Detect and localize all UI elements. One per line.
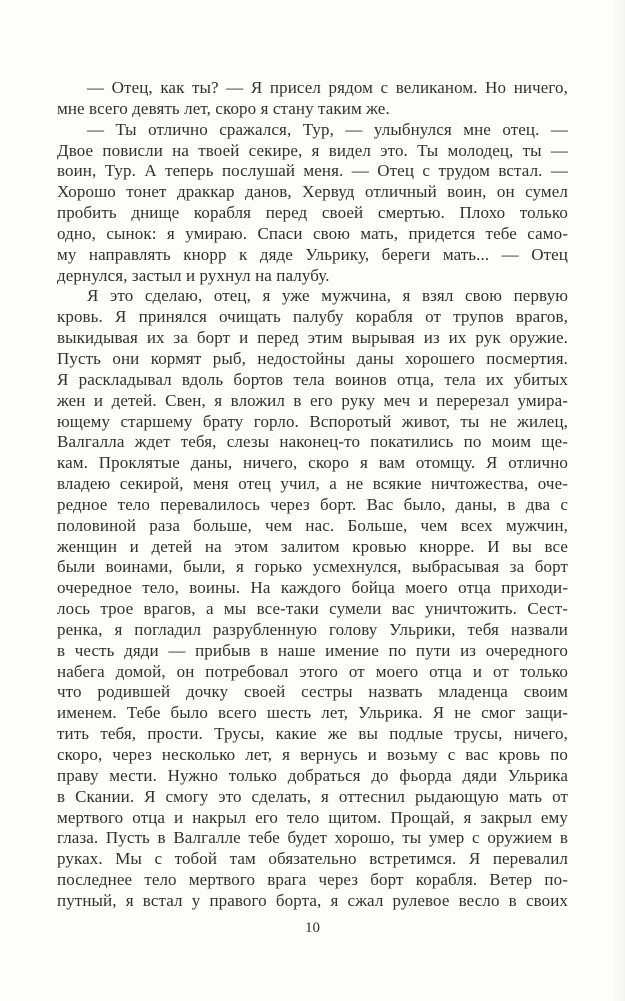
text-line: очередное тело, воины. На каждого бойца моего отца приходи- xyxy=(57,578,568,598)
text-line: одно, сынок: я умираю. Спаси свою мать, придется тебе само- xyxy=(57,223,568,243)
text-line: именем. Тебе было всего шесть лет, Ульрика. Я не смог защи- xyxy=(57,703,568,723)
text-line: му направлять кнорр к дяде Ульрику, береги мать... — Отец xyxy=(57,244,568,264)
text-line: ющему старшему брату горло. Вспоротый живот, ты не жилец, xyxy=(57,411,568,431)
text-line: были воинами, были, я горько усмехнулся, выбрасывая за борт xyxy=(57,557,568,577)
text-line: редное тело перевалилось через борт. Вас было, даны, в два с xyxy=(57,494,568,514)
text-line: — Ты отлично сражался, Тур, — улыбнулся мне отец. — xyxy=(87,119,568,139)
text-line: тить тебя, прости. Трусы, какие же вы подлые трусы, ничего, xyxy=(57,724,568,744)
text-line: половиной раза больше, чем нас. Больше, чем всех мужчин, xyxy=(57,515,568,535)
text-line: мне всего девять лет, скоро я стану таким же. xyxy=(57,98,390,118)
page-number: 10 xyxy=(305,919,320,936)
text-line: глаза. Пусть в Валгалле тебе будет хорошо, ты умер с оружием в xyxy=(57,828,568,848)
text-line: путный, я встал у правого борта, я сжал рулевое весло в своих xyxy=(57,890,568,910)
page-text xyxy=(57,78,568,912)
text-line: мертвого отца и накрыл его тело щитом. Прощай, я закрыл ему xyxy=(57,807,568,827)
text-line: скоро, через несколько лет, я вернусь и возьму с вас кровь по xyxy=(57,745,568,764)
text-line: Валгалла ждет тебя, слезы наконец-то покатились по моим ще- xyxy=(57,432,568,452)
text-line: воин, Тур. А теперь послушай меня. — Отец с трудом встал. — xyxy=(57,161,568,181)
text-line: Я раскладывал вдоль бортов тела воинов отца, тела их убитых xyxy=(57,369,568,389)
text-line: праву мести. Нужно только добраться до фьорда дяди Ульрика xyxy=(57,765,568,785)
text-line: ренка, я погладил разрубленную голову Ульрики, тебя назвали xyxy=(57,619,568,639)
paragraph xyxy=(57,78,568,120)
text-line: пробить днище корабля перед своей смертью. Плохо только xyxy=(57,203,568,223)
text-line: руках. Мы с тобой там обязательно встретимся. Я перевалил xyxy=(57,849,568,869)
text-line: в честь дяди — прибыв в наше имение по пути из очередного xyxy=(57,640,568,660)
text-line: кровь. Я принялся очищать палубу корабля от трупов врагов, xyxy=(57,307,568,327)
text-line: дернулся, застыл и рухнул на палубу. xyxy=(57,265,330,285)
text-line: что родившей дочку своей сестры назвать младенца своим xyxy=(57,682,568,702)
text-line: в Скании. Я смогу это сделать, я оттеснил рыдающую мать от xyxy=(57,786,568,806)
text-line: Хорошо тонет драккар данов, Хервуд отличный воин, он сумел xyxy=(57,182,568,202)
text-line: Пусть они кормят рыб, недостойны даны хорошего посмертия. xyxy=(57,348,568,368)
text-line: выкидывая их за борт и перед этим вырывая из их рук оружие. xyxy=(57,328,568,348)
text-line: владею секирой, меня отец учил, а не всякие ничтожества, оче- xyxy=(57,474,568,494)
text-line: — Отец, как ты? — Я присел рядом с великаном. Но ничего, xyxy=(87,78,568,97)
paragraph xyxy=(57,120,568,287)
text-line: набега домой, он потребовал этого от моего отца и от только xyxy=(57,661,568,681)
text-line: Двое повисли на твоей секире, я видел это. Ты молодец, ты — xyxy=(57,140,568,160)
text-line: Я это сделаю, отец, я уже мужчина, я взял свою первую xyxy=(87,286,568,306)
text-line: лось трое врагов, а мы все-таки сумели вас уничтожить. Сест- xyxy=(57,599,568,619)
text-line: жен и детей. Свен, я вложил в его руку меч и перерезал умира- xyxy=(57,390,568,410)
paragraph xyxy=(57,286,568,911)
text-line: кам. Проклятые даны, ничего, скоро я вам отомщу. Я отлично xyxy=(57,453,568,473)
text-line: женщин и детей на этом залитом кровью кнорре. И вы все xyxy=(57,536,568,556)
text-line: последнее тело мертвого врага через борт корабля. Ветер по- xyxy=(57,870,568,890)
